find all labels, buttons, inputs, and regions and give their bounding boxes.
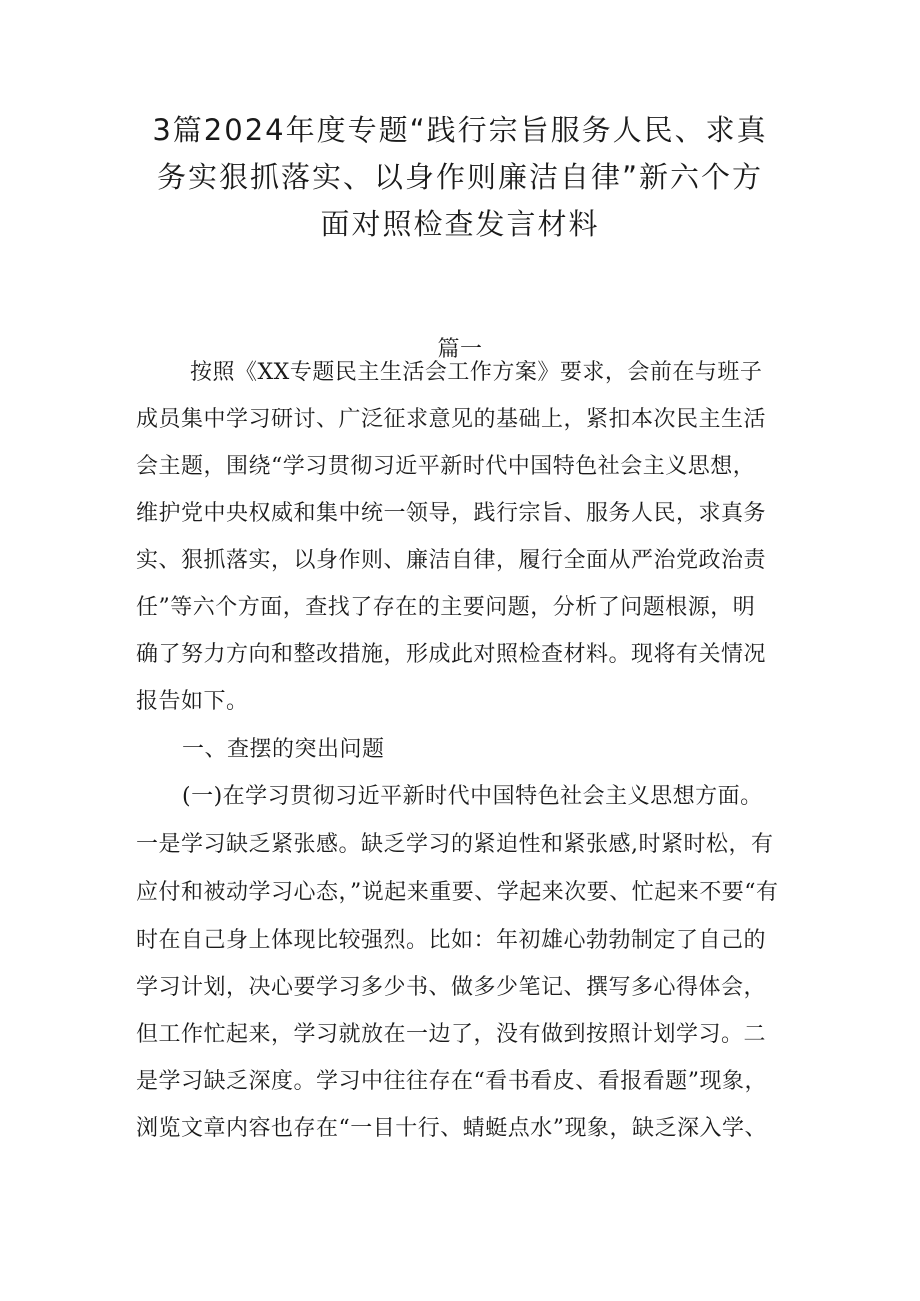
paragraph-line: 浏览文章内容也存在“一目十行、蜻蜓点水”现象，缺乏深入学、 [136, 1116, 767, 1141]
paragraph-line: 时在自己身上体现比较强烈。比如：年初雄心勃勃制定了自己的 [136, 928, 767, 953]
paragraph-line: 应付和被动学习心态，”说起来重要、学起来次要、忙起来不要“有 [136, 880, 779, 905]
paragraph-line: 任”等六个方面，查找了存在的主要问题，分析了问题根源，明 [136, 595, 756, 620]
paragraph-line: 学习计划，决心要学习多少书、做多少笔记、撰写多心得体会， [136, 975, 767, 1000]
paragraph-line: 一是学习缺乏紧张感。缺乏学习的紧迫性和紧张感,时紧时松，有 [136, 832, 774, 857]
paragraph-line: 但工作忙起来，学习就放在一边了，没有做到按照计划学习。二 [136, 1022, 767, 1047]
paragraph-line: 是学习缺乏深度。学习中往往存在“看书看皮、看报看题”现象， [136, 1069, 767, 1094]
subsection-heading: (一)在学习贯彻习近平新时代中国特色社会主义思想方面。 [182, 784, 763, 809]
paragraph-line: 会主题，围绕“学习贯彻习近平新时代中国特色社会主义思想， [136, 454, 756, 479]
paragraph-line: 按照《XX专题民主生活会工作方案》要求，会前在与班子 [190, 360, 763, 385]
paragraph-line: 实、狠抓落实，以身作则、廉洁自律，履行全面从严治党政治责 [136, 548, 767, 573]
paragraph-line: 成员集中学习研讨、广泛征求意见的基础上，紧扣本次民主生活 [136, 407, 767, 432]
paragraph-line: 维护党中央权威和集中统一领导，践行宗旨、服务人民，求真务 [136, 501, 767, 526]
paragraph-line: 确了努力方向和整改措施，形成此对照检查材料。现将有关情况 [136, 642, 767, 667]
document-title-line-2: 务实狠抓落实、以身作则廉洁自律”新六个方 [156, 160, 764, 194]
document-title-line-1: 3篇2024年度专题“践行宗旨服务人民、求真 [152, 113, 768, 147]
section-label: 篇一 [437, 337, 483, 362]
document-title-line-3: 面对照检查发言材料 [320, 207, 600, 241]
section-heading: 一、查摆的突出问题 [182, 737, 385, 762]
paragraph-line: 报告如下。 [136, 689, 249, 714]
